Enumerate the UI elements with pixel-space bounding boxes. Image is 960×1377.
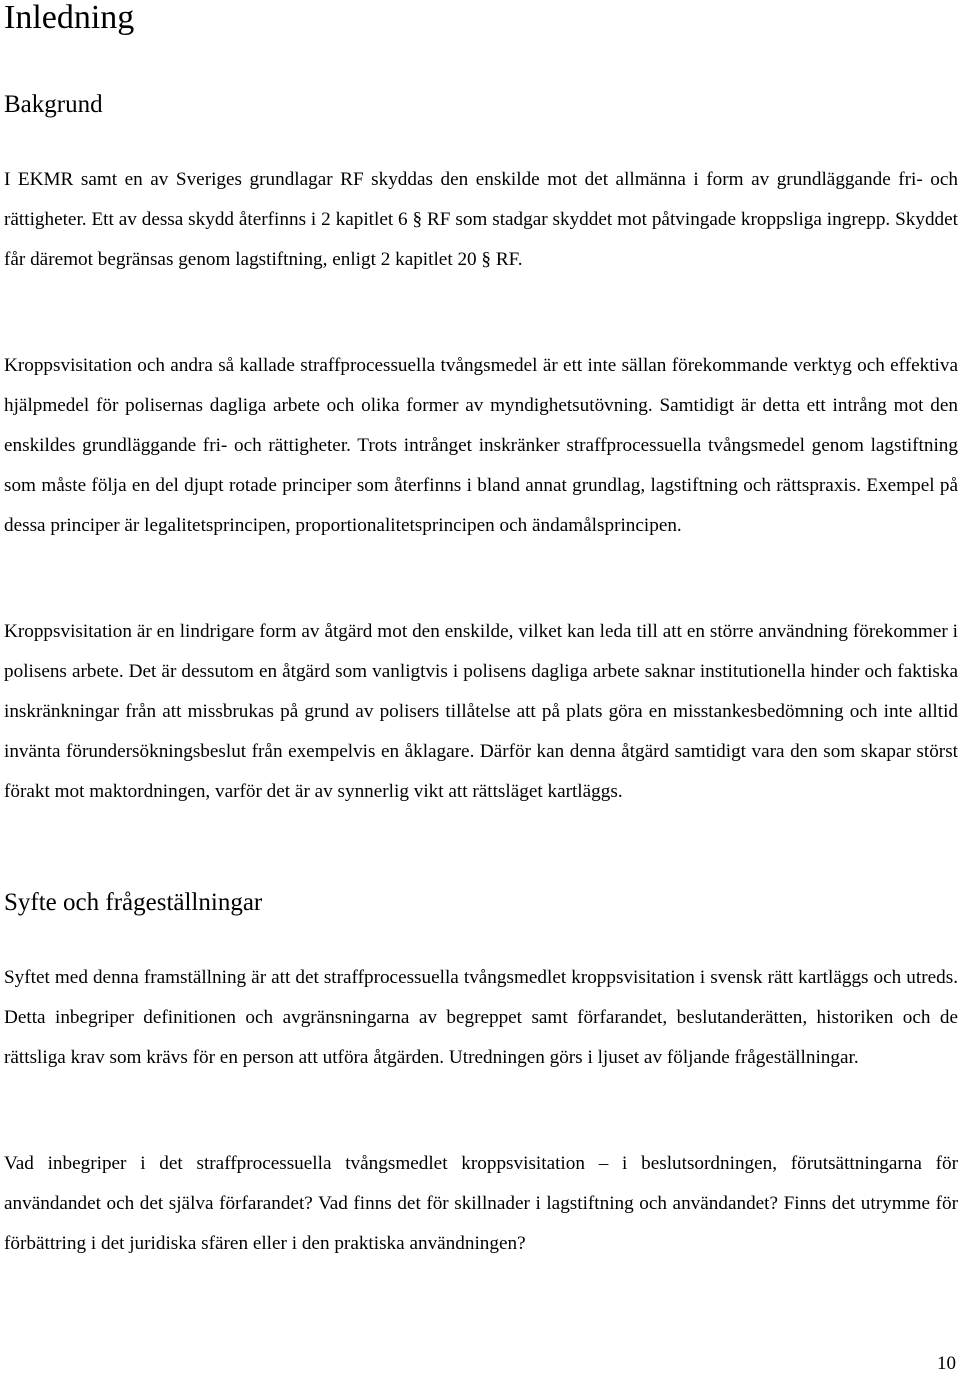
page-number: 10 xyxy=(937,1353,956,1374)
section-heading-bakgrund: Bakgrund xyxy=(4,91,103,118)
section-heading-syfte: Syfte och frågeställningar xyxy=(4,889,263,916)
paragraph-bakgrund-1: I EKMR samt en av Sveriges grundlagar RF skyddas den enskilde mot det allmänna i form av grundläggande fri- och rättigheter. Ett av dessa skydd återfinns i 2 kapitlet 6 § RF som stadgar skyddet mot påtvingade kroppsliga ingrepp. Skyddet får däremot begränsas genom lagstiftning, enligt 2 kapitlet 20 § RF. xyxy=(4,169,958,270)
paragraph-syfte-2: Vad inbegriper i det straffprocessuella tvångsmedlet kroppsvisitation – i beslutsordningen, förutsättningarna för användandet och det själva förfarandet? Vad finns det för skillnader i lagstiftning och användandet? Finns det utrymme för förbättring i det juridiska sfären eller i den praktiska användningen? xyxy=(4,1153,958,1254)
paragraph-bakgrund-2: Kroppsvisitation och andra så kallade straffprocessuella tvångsmedel är ett inte sällan förekommande verktyg och effektiva hjälpmedel för polisernas dagliga arbete och olika former av myndighetsutövning. Samtidigt är detta ett intrång mot den enskildes grundläggande fri- och rättigheter. Trots intrånget inskränker straffprocessuella tvångsmedel genom lagstiftning som måste följa en del djupt rotade principer som återfinns i bland annat grundlag, lagstiftning och rättspraxis. Exempel på dessa principer är legalitetsprincipen, proportionalitetsprincipen och ändamålsprincipen. xyxy=(4,355,958,536)
paragraph-syfte-1: Syftet med denna framställning är att det straffprocessuella tvångsmedlet kroppsvisitation i svensk rätt kartläggs och utreds. Detta inbegriper definitionen och avgränsningarna av begreppet samt förfarandet, beslutanderätten, historiken och de rättsliga krav som krävs för en person att utföra åtgärden. Utredningen görs i ljuset av följande frågeställningar. xyxy=(4,967,958,1068)
paragraph-bakgrund-3: Kroppsvisitation är en lindrigare form av åtgärd mot den enskilde, vilket kan leda till att en större användning förekommer i polisens arbete. Det är dessutom en åtgärd som vanligtvis i polisens dagliga arbete saknar institutionella hinder och faktiska inskränkningar från att missbrukas på grund av polisers tillåtelse att på plats göra en misstankesbedömning och inte alltid invänta förundersökningsbeslut från exempelvis en åklagare. Därför kan denna åtgärd samtidigt vara den som skapar störst förakt mot maktordningen, varför det är av synnerlig vikt att rättsläget kartläggs. xyxy=(4,621,958,802)
page-title: Inledning xyxy=(4,0,135,36)
